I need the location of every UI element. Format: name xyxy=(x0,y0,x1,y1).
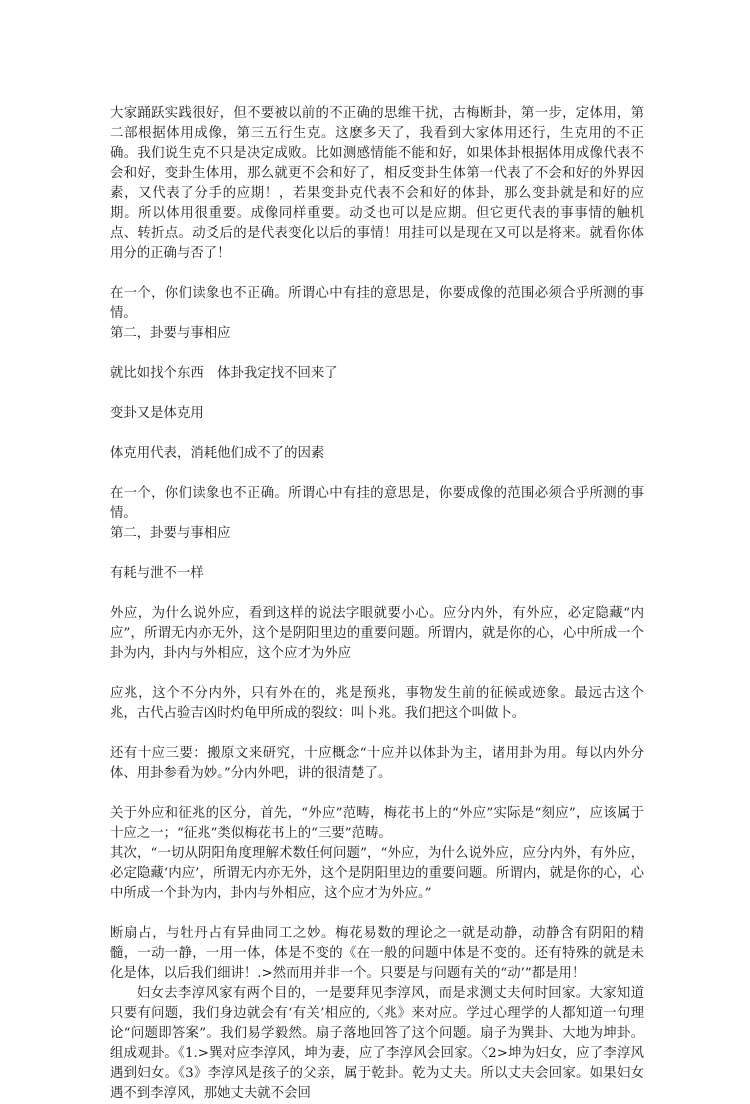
paragraph-intro: 大家踊跃实践很好，但不要被以前的不正确的思维干扰，古梅断卦，第一步，定体用，第二部根据体用成像，第三五行生克。这麽多天了，我看到大家体用还行，生克用的不正确。我们说生克不只是决定成败。比如测感情能不能和好，如果体卦根据体用成像代表不会和好，变卦生体用，那么就更不会和好了，相反变卦生体第一代表了不会和好的外界因素，又代表了分手的应期！，若果变卦克代表不会和好的体卦，那么变卦就是和好的应期。所以体用很重要。成像同样重要。动爻也可以是应期。但它更代表的事事情的触机点、转折点。动爻后的是代表变化以后的事情！用挂可以是现在又可以是将来。就看你体用分的正确与否了！ xyxy=(110,106,644,261)
paragraph-fan-divination: 断扇占，与牡丹占有异曲同工之妙。梅花易数的理论之一就是动静，动静含有阴阳的精髓，一动一静，一用一体，体是不变的《在一般的问题中体是不变的。还有特殊的就是未化是体，以后我们细讲！.>然而用并非一个。只要是与问题有关的“动’”都是用！ xyxy=(110,926,644,981)
paragraph-omen: 应兆，这个不分内外，只有外在的，兆是预兆，事物发生前的征候或迹象。最远古这个兆，古代占验吉凶时灼龟甲所成的裂纹：叫卜兆。我们把这个叫做卜。 xyxy=(110,686,644,721)
paragraph-external-response: 外应，为什么说外应，看到这样的说法字眼就要小心。应分内外，有外应，必定隐藏“内应”，所谓无内亦无外，这个是阴阳里边的重要问题。所谓内，就是你的心，心中所成一个卦为内，卦内与外相应，这个应才为外应 xyxy=(110,606,644,661)
paragraph-body-controls-use: 体克用代表，消耗他们成不了的因素 xyxy=(110,446,325,461)
document-page xyxy=(110,104,644,1104)
paragraph-changed-hexagram: 变卦又是体克用 xyxy=(110,406,204,421)
paragraph-li-chunfeng: 妇女去李淳风家有两个目的，一是要拜见李淳风，而是求测丈夫何时回家。大家知道只要有问题，我们身边就会有‘有关’相应的,〈兆》来对应。学过心理学的人都知道一句理论“问题即答案”。我们易学毅然。扇子落地回答了这个问题。扇子为巽卦、大地为坤卦。组成观卦。《1.>巽对应李淳风，坤为妻，应了李淳风会回家。〈2>坤为妇女，应了李淳风遇到妇女。《3》李淳风是孩子的父亲，属于乾卦。乾为丈夫。所以丈夫会回家。如果妇女遇不到李淳风，那她丈夫就不会回 xyxy=(110,986,644,1101)
paragraph-reading-image-repeat: 在一个，你们读象也不正确。所谓心中有挂的意思是，你要成像的范围必须合乎所测的事情。 第二，卦要与事相应 xyxy=(110,486,644,541)
paragraph-finding-object: 就比如找个东西 体卦我定找不回来了 xyxy=(110,366,338,381)
paragraph-distinction: 关于外应和征兆的区分，首先，“外应”范畴，梅花书上的“外应”实际是“刻应”，应该属于十应之一；“征兆”类似梅花书上的“三要”范畴。 其次，“一切从阴阳角度理解术数任何问题”，“外应，为什么说外应，应分内外，有外应，必定隐藏‘内应’，所谓无内亦无外，这个是阴阳里边的重要问题。所谓内，就是你的心，心中所成一个卦为内，卦内与外相应，这个应才为外应。” xyxy=(110,806,644,901)
paragraph-ten-responses: 还有十应三要：搬原文来研究，十应概念“十应并以体卦为主，诸用卦为用。每以内外分体、用卦参看为妙。”分内外吧，讲的很清楚了。 xyxy=(110,746,644,781)
paragraph-reading-image: 在一个，你们读象也不正确。所谓心中有挂的意思是，你要成像的范围必须合乎所测的事情。 第二，卦要与事相应 xyxy=(110,286,644,341)
paragraph-consumption-vs-leak: 有耗与泄不一样 xyxy=(110,566,204,581)
